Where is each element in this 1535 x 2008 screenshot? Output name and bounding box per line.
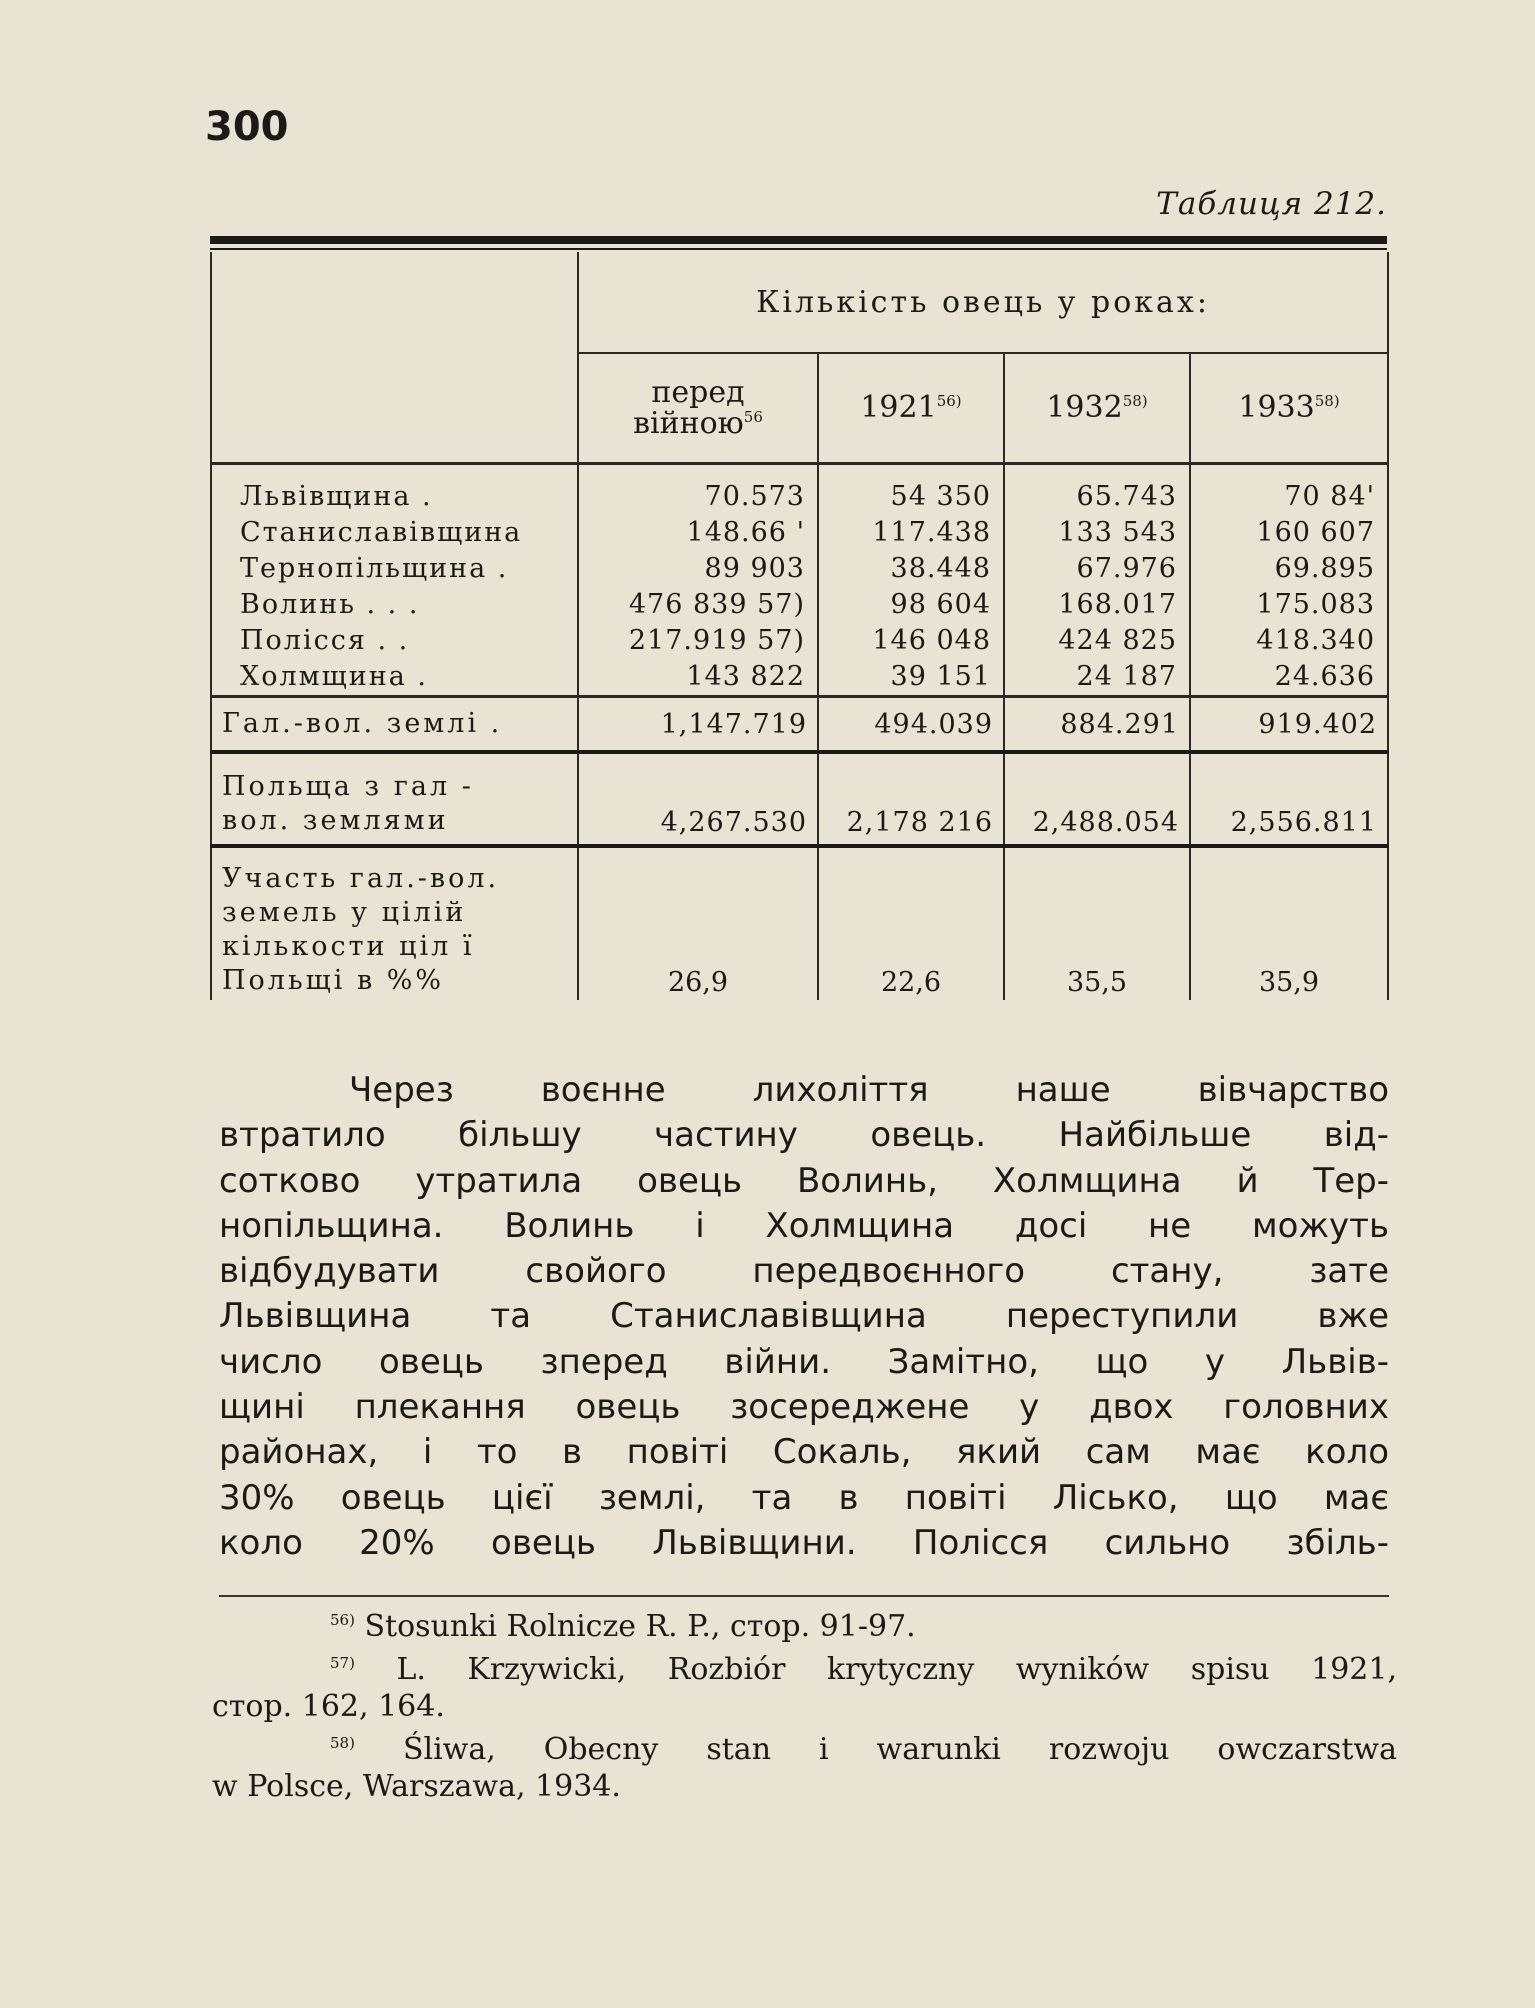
footnote-ref: 58)	[1314, 392, 1340, 411]
footnote-divider	[219, 1595, 1389, 1597]
footnote	[212, 1645, 1397, 1688]
cell-value: 884.291	[1004, 697, 1190, 753]
cell-value: 70.573	[578, 464, 818, 516]
row-label-line: вол. землями	[222, 805, 449, 836]
cell-value: 117.438	[818, 515, 1004, 551]
sheep-count-table	[210, 252, 1389, 1000]
page-number: 300	[205, 104, 289, 150]
row-label	[211, 752, 578, 846]
cell-value: 143 822	[578, 659, 818, 697]
footnote-text: Śliwa, Obecny stan i warunki rozwoju owczarstwa	[402, 1732, 1397, 1767]
region-name: Холмщина .	[211, 659, 578, 697]
body-paragraph	[219, 1068, 1389, 1566]
cell-value: 217.919 57)	[578, 623, 818, 659]
cell-value: 1,147.719	[578, 697, 818, 753]
region-name: Львівщина .	[211, 464, 578, 516]
footnote-ref: 56)	[936, 392, 962, 411]
poland-row	[211, 752, 1388, 846]
cell-value: 168.017	[1004, 587, 1190, 623]
cell-value: 418.340	[1190, 623, 1388, 659]
column-header-prewar	[578, 353, 818, 464]
cell-value: 160 607	[1190, 515, 1388, 551]
table-row	[211, 464, 1388, 516]
footnote-continuation: стор. 162, 164.	[212, 1689, 445, 1724]
row-label-line: кількости ціл ї	[222, 931, 475, 962]
footnote-number: 58)	[330, 1734, 355, 1752]
header-corner-cell	[211, 252, 578, 464]
table-row	[211, 551, 1388, 587]
footnote	[212, 1602, 1397, 1645]
column-header-label: війною	[633, 406, 744, 441]
footnote-text: Stosunki Rolnicze R. P., стор. 91-97.	[364, 1609, 916, 1644]
total-row	[211, 697, 1388, 753]
footnote-number: 56)	[330, 1611, 355, 1629]
cell-value: 35,5	[1004, 846, 1190, 1000]
text-line: щині плекання овець зосереджене у двох головних	[219, 1387, 1389, 1428]
cell-value: 54 350	[818, 464, 1004, 516]
share-row	[211, 846, 1388, 1000]
footnote-ref: 58)	[1122, 392, 1148, 411]
cell-value: 98 604	[818, 587, 1004, 623]
cell-value: 89 903	[578, 551, 818, 587]
cell-value: 4,267.530	[578, 752, 818, 846]
row-label: Гал.-вол. землі .	[211, 697, 578, 753]
text-line: втратило більшу частину овець. Найбільше від-	[219, 1115, 1389, 1156]
cell-value: 67.976	[1004, 551, 1190, 587]
cell-value: 133 543	[1004, 515, 1190, 551]
text-line: 30% овець цієї землі, та в повіті Лісько, що має	[219, 1477, 1389, 1518]
region-name: Тернопільщина .	[211, 551, 578, 587]
text-line: районах, і то в повіті Сокаль, який сам має коло	[219, 1432, 1389, 1473]
cell-value: 24.636	[1190, 659, 1388, 697]
row-label-line: Участь гал.-вол.	[222, 863, 500, 894]
cell-value: 2,556.811	[1190, 752, 1388, 846]
cell-value: 2,488.054	[1004, 752, 1190, 846]
footnotes	[212, 1602, 1397, 1805]
cell-value: 494.039	[818, 697, 1004, 753]
cell-value: 424 825	[1004, 623, 1190, 659]
footnote-ref: 56	[743, 408, 763, 426]
cell-value: 24 187	[1004, 659, 1190, 697]
table-row	[211, 515, 1388, 551]
footnote-text: L. Krzywicki, Rozbiór krytyczny wyników spisu 1921,	[396, 1652, 1397, 1687]
cell-value: 148.66 '	[578, 515, 818, 551]
footnote	[212, 1725, 1397, 1768]
text-line: відбудувати свойого передвоєнного стану, зате	[219, 1251, 1389, 1292]
column-header-1921	[818, 353, 1004, 464]
column-header-1932	[1004, 353, 1190, 464]
cell-value: 919.402	[1190, 697, 1388, 753]
text-line: Через воєнне лихоліття наше вівчарство	[349, 1070, 1389, 1110]
cell-value: 146 048	[818, 623, 1004, 659]
text-line: коло 20% овець Львівщини. Полісся сильно збіль-	[219, 1522, 1389, 1563]
column-header-label: 1933	[1238, 390, 1315, 426]
region-name: Волинь . . .	[211, 587, 578, 623]
footnote-number: 57)	[330, 1654, 355, 1672]
row-label-line: земель у цілій	[222, 897, 467, 928]
row-label	[211, 846, 578, 1000]
column-header-1933	[1190, 353, 1388, 464]
row-label-line: Польщі в %%	[222, 965, 445, 996]
cell-value: 70 84'	[1190, 464, 1388, 516]
region-name: Станиславівщина	[211, 515, 578, 551]
group-header: Кількість овець у роках:	[578, 252, 1388, 353]
cell-value: 35,9	[1190, 846, 1388, 1000]
cell-value: 175.083	[1190, 587, 1388, 623]
text-line: Львівщина та Станиславівщина переступили вже	[219, 1296, 1389, 1337]
cell-value: 39 151	[818, 659, 1004, 697]
cell-value: 476 839 57)	[578, 587, 818, 623]
table-header-row	[211, 252, 1388, 353]
footnote-continuation: w Polsce, Warszawa, 1934.	[212, 1769, 621, 1804]
cell-value: 2,178 216	[818, 752, 1004, 846]
table-top-rule	[210, 236, 1387, 250]
cell-value: 69.895	[1190, 551, 1388, 587]
text-line: сотково утратила овець Волинь, Холмщина й Тер-	[219, 1160, 1389, 1201]
column-header-label: 1932	[1046, 390, 1123, 426]
cell-value: 38.448	[818, 551, 1004, 587]
column-header-label: перед	[651, 374, 745, 410]
table-row	[211, 623, 1388, 659]
cell-value: 65.743	[1004, 464, 1190, 516]
cell-value: 22,6	[818, 846, 1004, 1000]
region-name: Полісся . .	[211, 623, 578, 659]
row-label-line: Польща з гал -	[222, 771, 474, 802]
table-row	[211, 587, 1388, 623]
text-line: число овець зперед війни. Замітно, що у Львів-	[219, 1341, 1389, 1382]
table-row	[211, 659, 1388, 697]
text-line: нопільщина. Волинь і Холмщина досі не можуть	[219, 1205, 1389, 1246]
column-header-label: 1921	[860, 390, 937, 426]
cell-value: 26,9	[578, 846, 818, 1000]
table-label: Таблиця 212.	[1156, 186, 1387, 222]
